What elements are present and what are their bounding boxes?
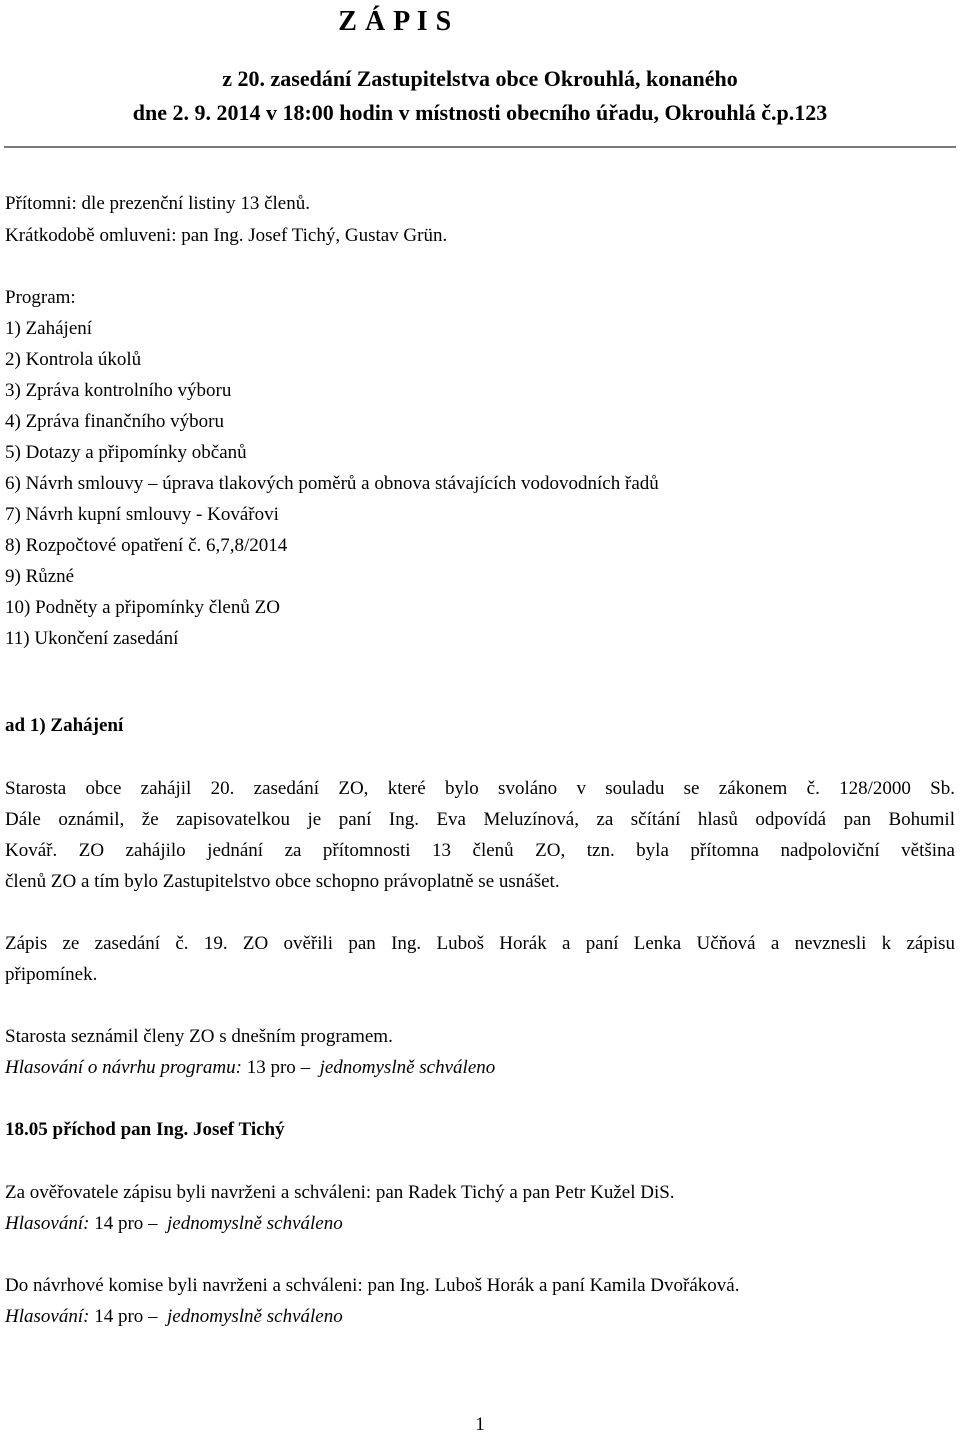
meeting-line-1: z 20. zasedání Zastupitelstva obce Okrouhlá, konaného	[222, 66, 738, 91]
program-intro: Starosta seznámil členy ZO s dnešním programem.	[5, 1026, 393, 1047]
page-number: 1	[475, 1414, 485, 1435]
program-item: 9) Různé	[5, 566, 75, 587]
vote-program	[5, 1058, 495, 1077]
program-item: 8) Rozpočtové opatření č. 6,7,8/2014	[5, 535, 288, 556]
header-divider	[4, 146, 956, 148]
attendance-present: Přítomni: dle prezenční listiny 13 členů.	[5, 193, 310, 214]
attendance-excused: Krátkodobě omluveni: pan Ing. Josef Tichý, Gustav Grün.	[5, 225, 448, 246]
program-item: 1) Zahájení	[5, 318, 93, 339]
vote-committee	[5, 1307, 343, 1326]
vote-label: Hlasování:	[5, 1213, 90, 1234]
vote-label: Hlasování o návrhu programu:	[5, 1057, 242, 1078]
vote-count: 14 pro	[94, 1306, 144, 1327]
paragraph-line: Kovář. ZO zahájilo jednání za přítomnosti 13 členů ZO, tzn. byla přítomna nadpoloviční většina	[5, 840, 955, 861]
program-item: 7) Návrh kupní smlouvy - Kovářovi	[5, 504, 279, 525]
vote-count: 14 pro	[94, 1213, 144, 1234]
program-item: 6) Návrh smlouvy – úprava tlakových poměrů a obnova stávajících vodovodních řadů	[5, 473, 659, 494]
vote-verifiers	[5, 1214, 343, 1233]
arrival-note: 18.05 příchod pan Ing. Josef Tichý	[5, 1119, 285, 1140]
vote-count: 13 pro	[246, 1057, 296, 1078]
paragraph-line: členů ZO a tím bylo Zastupitelstvo obce schopno právoplatně se usnášet.	[5, 871, 560, 892]
verifiers-text: Za ověřovatele zápisu byli navrženi a schváleni: pan Radek Tichý a pan Petr Kužel DiS.	[5, 1182, 675, 1203]
vote-dash: –	[300, 1057, 311, 1078]
vote-result: jednomyslně schváleno	[167, 1213, 343, 1234]
paragraph-line: Starosta obce zahájil 20. zasedání ZO, které bylo svoláno v souladu se zákonem č. 128/2000 Sb.	[5, 778, 955, 799]
vote-dash: –	[148, 1306, 158, 1327]
vote-result: jednomyslně schváleno	[319, 1057, 496, 1078]
paragraph-line: Zápis ze zasedání č. 19. ZO ověřili pan Ing. Luboš Horák a paní Lenka Učňová a nevznesli k zápisu	[5, 933, 955, 954]
committee-text: Do návrhové komise byli navrženi a schváleni: pan Ing. Luboš Horák a paní Kamila Dvořáková.	[5, 1275, 740, 1296]
program-item: 10) Podněty a připomínky členů ZO	[5, 597, 280, 618]
vote-dash: –	[148, 1213, 158, 1234]
program-item: 11) Ukončení zasedání	[5, 628, 179, 649]
vote-label: Hlasování:	[5, 1306, 90, 1327]
program-item: 3) Zpráva kontrolního výboru	[5, 380, 232, 401]
meeting-line-2: dne 2. 9. 2014 v 18:00 hodin v místnosti obecního úřadu, Okrouhlá č.p.123	[132, 100, 828, 125]
program-item: 4) Zpráva finančního výboru	[5, 411, 224, 432]
program-label: Program:	[5, 287, 76, 308]
document-title: Z Á P I S	[338, 6, 452, 37]
program-item: 2) Kontrola úkolů	[5, 349, 142, 370]
program-item: 5) Dotazy a připomínky občanů	[5, 442, 247, 463]
section-heading: ad 1) Zahájení	[5, 715, 124, 736]
paragraph-line: Dále oznámil, že zapisovatelkou je paní Ing. Eva Meluzínová, za sčítání hlasů odpovídá pan Bohumil	[5, 809, 955, 830]
paragraph-line: připomínek.	[5, 964, 98, 985]
vote-result: jednomyslně schváleno	[167, 1306, 343, 1327]
